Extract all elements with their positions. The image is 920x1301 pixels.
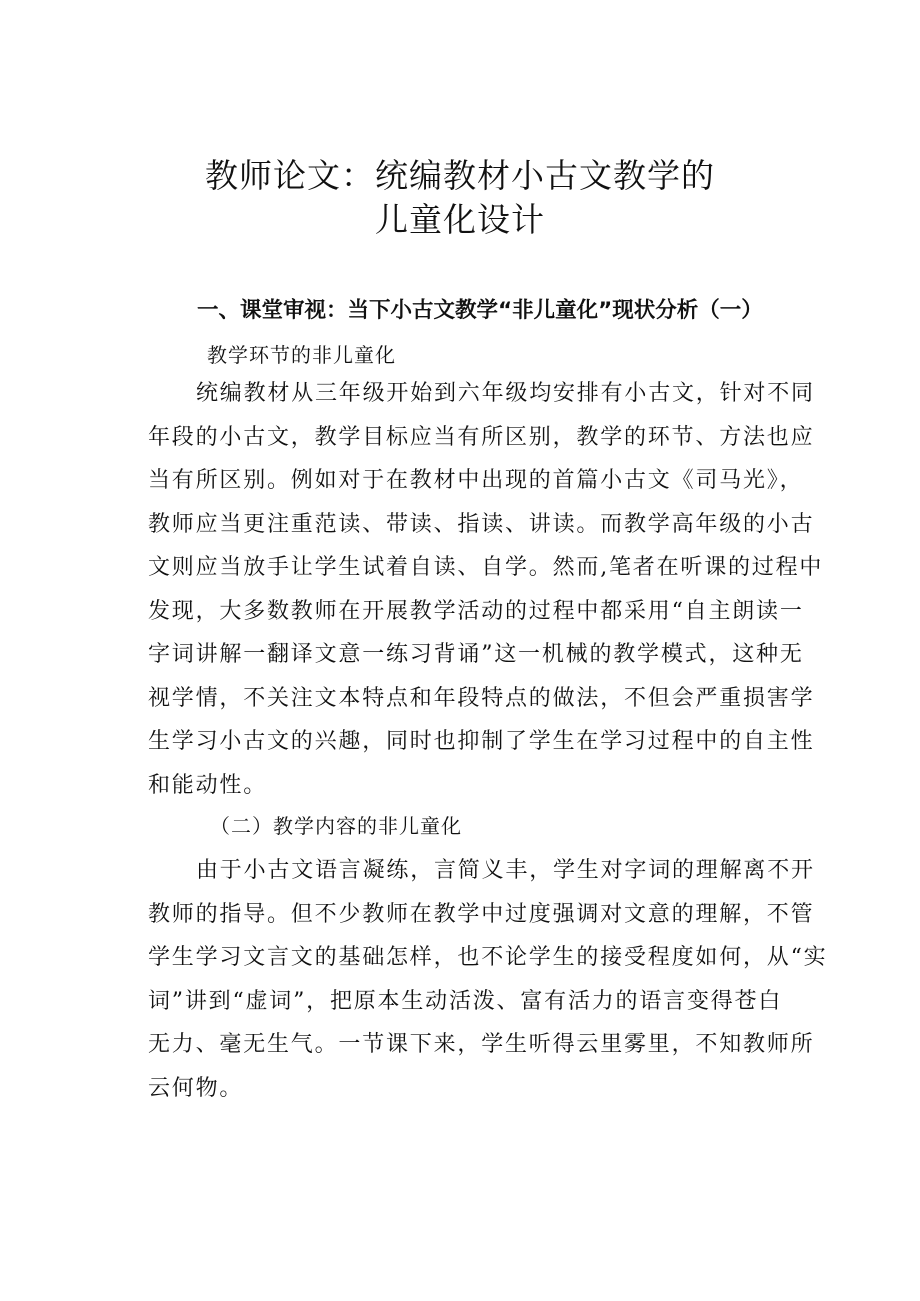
section-2-heading: （二）教学内容的非儿童化: [210, 814, 462, 838]
paragraph-line: 年段的小古文，教学目标应当有所区别，教学的环节、方法也应: [148, 424, 815, 450]
document-title-line-1: 教师论文：统编教材小古文教学的: [205, 156, 715, 195]
paragraph-line: 教师应当更注重范读、带读、指读、讲读。而教学高年级的小古: [148, 511, 815, 537]
section-1-heading: 一、课堂审视：当下小古文教学“非儿童化”现状分析（一）: [197, 298, 763, 323]
paragraph-line: 词”讲到“虚词”，把原本生动活泼、富有活力的语言变得苍白: [148, 988, 783, 1014]
document-title-line-2: 儿童化设计: [375, 200, 545, 239]
paragraph-line: 云何物。: [148, 1075, 244, 1101]
paragraph-line: 视学情，不关注文本特点和年段特点的做法，不但会严重损害学: [148, 685, 815, 711]
paragraph-line: 生学习小古文的兴趣，同时也抑制了学生在学习过程中的自主性: [148, 729, 815, 754]
paragraph-line: 无力、毫无生气。一节课下来，学生听得云里雾里，不知教师所: [148, 1032, 815, 1057]
section-1-subheading: 教学环节的非儿童化: [207, 343, 396, 367]
paragraph-2: [148, 849, 828, 1110]
paragraph-line: 发现，大多数教师在开展教学活动的过程中都采用“自主朗读一: [148, 598, 804, 624]
paragraph-line: 教师的指导。但不少教师在教学中过度强调对文意的理解，不管: [148, 901, 815, 927]
paragraph-line: 当有所区别。例如对于在教材中出现的首篇小古文《司马光》，: [148, 468, 804, 493]
paragraph-line: 由于小古文语言凝练，言简义丰，学生对字词的理解离不开: [196, 858, 815, 883]
paragraph-line: 和能动性。: [148, 772, 268, 798]
paragraph-line: 字词讲解一翻译文意一练习背诵”这一机械的教学模式，这种无: [148, 642, 804, 667]
paragraph-1: [148, 372, 824, 807]
paragraph-line: 统编教材从三年级开始到六年级均安排有小古文，针对不同: [196, 381, 815, 406]
paragraph-line: 文则应当放手让学生试着自读、自学。然而,笔者在听课的过程中: [148, 555, 824, 580]
paragraph-line: 学生学习文言文的基础怎样，也不论学生的接受程度如何，从“实: [148, 945, 828, 970]
